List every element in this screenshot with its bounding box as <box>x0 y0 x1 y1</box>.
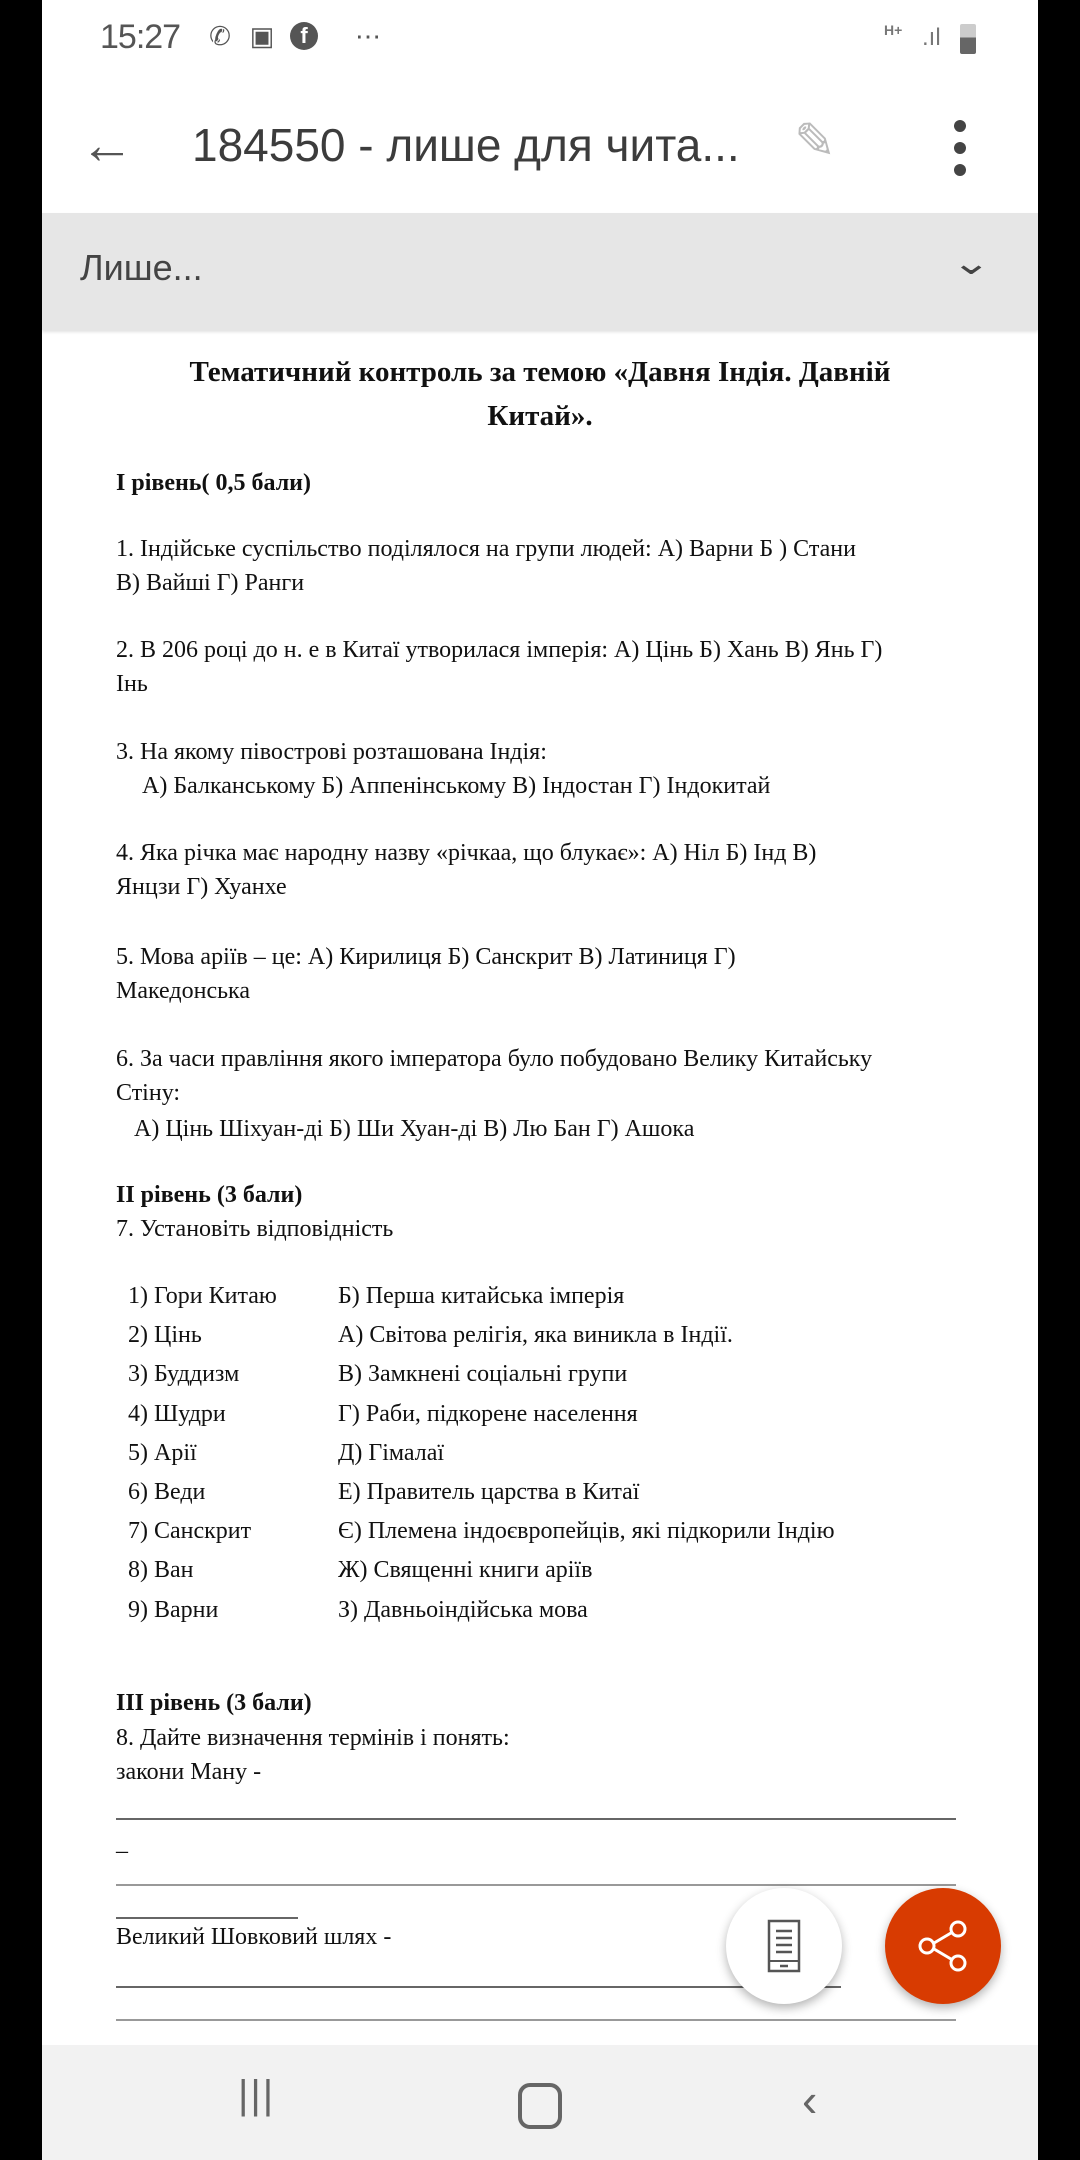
read-only-banner[interactable] <box>42 213 1038 330</box>
term-manu-laws: закони Ману - <box>116 1759 262 1785</box>
viber-icon: ✆ <box>209 21 231 51</box>
level2-heading: ІІ рівень (3 бали) <box>116 1182 303 1208</box>
matching-right-item: Ж) Священні книги аріїв <box>338 1557 593 1584</box>
status-bar <box>42 0 1038 90</box>
signal-icon: .ıl <box>922 24 941 51</box>
matching-left-item: 2) Цінь <box>128 1322 202 1349</box>
matching-right-item: Є) Племена індоєвропейців, які підкорили Індію <box>338 1518 835 1545</box>
q3-line1: 3. На якому півострові розташована Індія: <box>116 739 547 765</box>
matching-left-item: 8) Ван <box>128 1557 194 1584</box>
matching-left-item: 5) Арії <box>128 1439 197 1466</box>
answer-line <box>116 1884 956 1886</box>
banner-label: Лише... <box>80 247 203 288</box>
level3-heading: ІІІ рівень (3 бали) <box>116 1690 312 1716</box>
matching-right-item: Г) Раби, підкорене населення <box>338 1400 638 1427</box>
q6-line1: 6. За часи правління якого імператора було побудовано Велику Китайську <box>116 1046 873 1072</box>
q3-line2: А) Балканському Б) Аппенінському В) Індостан Г) Індокитай <box>142 773 771 799</box>
chevron-down-icon[interactable]: ⌄ <box>951 244 992 282</box>
gallery-icon: ▣ <box>249 21 275 51</box>
back-chevron-icon[interactable]: ‹ <box>802 2074 818 2126</box>
facebook-icon: f <box>290 22 318 50</box>
answer-line <box>116 2019 956 2021</box>
q4-line1: 4. Яка річка має народну назву «річкаа, що блукає»: А) Ніл Б) Інд В) <box>116 840 817 866</box>
q6-line2: Стіну: <box>116 1080 181 1106</box>
q8: 8. Дайте визначення термінів і понять: <box>116 1725 510 1751</box>
doc-title-line2: Китай». <box>487 400 593 432</box>
matching-right-item: Д) Гімалаї <box>338 1439 445 1466</box>
answer-line <box>116 1917 298 1919</box>
status-time: 15:27 <box>100 18 181 56</box>
matching-right-item: А) Світова релігія, яка виникла в Індії. <box>338 1322 733 1349</box>
matching-left-item: 4) Шудри <box>128 1400 226 1427</box>
document-title: 184550 - лише для чита... <box>192 119 740 171</box>
more-vertical-icon[interactable] <box>954 120 968 186</box>
matching-left-item: 1) Гори Китаю <box>128 1283 277 1309</box>
arrow-left-icon[interactable]: ← <box>80 115 134 175</box>
matching-right-item: В) Замкнені соціальні групи <box>338 1361 628 1388</box>
answer-line <box>116 1986 841 1988</box>
level1-heading: І рівень( 0,5 бали) <box>116 470 311 496</box>
system-nav-bar <box>42 2045 1038 2160</box>
share-button[interactable] <box>885 1888 1001 2004</box>
term-silk-road: Великий Шовковий шлях - <box>116 1924 392 1950</box>
doc-title-line1: Тематичний контроль за темою «Давня Індія. Давній <box>189 356 891 388</box>
share-icon <box>915 1918 971 1974</box>
matching-left-item: 9) Варни <box>128 1596 219 1623</box>
matching-right-item: З) Давньоіндійська мова <box>338 1596 588 1623</box>
pencil-icon[interactable]: ✎ <box>794 113 836 169</box>
matching-left-item: 6) Веди <box>128 1479 206 1505</box>
q5-line2: Македонська <box>116 978 250 1004</box>
screen <box>42 0 1038 2160</box>
q2-line2: Інь <box>116 671 148 697</box>
q4-line2: Янцзи Г) Хуанхе <box>116 874 287 900</box>
app-toolbar <box>42 90 1038 213</box>
q1-line1: 1. Індійське суспільство поділялося на групи людей: А) Варни Б ) Стани <box>116 536 856 562</box>
matching-left-item: 3) Буддизм <box>128 1361 240 1388</box>
dash-text: – <box>116 1838 128 1864</box>
q1-line2: В) Вайші Г) Ранги <box>116 570 305 596</box>
q7: 7. Установіть відповідність <box>116 1216 394 1242</box>
home-icon[interactable] <box>518 2083 562 2129</box>
matching-left-item: 7) Санскрит <box>128 1518 252 1545</box>
battery-icon <box>960 24 976 54</box>
matching-right-item: Б) Перша китайська імперія <box>338 1283 625 1309</box>
recent-apps-icon[interactable]: ||| <box>238 2073 276 2117</box>
mobile-view-icon <box>767 1919 801 1973</box>
reading-mode-button[interactable] <box>726 1888 842 2004</box>
q6-line3: А) Цінь Шіхуан-ді Б) Ши Хуан-ді В) Лю Бан Г) Ашока <box>134 1116 695 1142</box>
q5-line1: 5. Мова аріїв – це: А) Кирилиця Б) Санскрит В) Латиниця Г) <box>116 944 736 970</box>
more-notifications-icon: ⋯ <box>355 21 381 51</box>
matching-right-item: Е) Правитель царства в Китаї <box>338 1479 640 1505</box>
network-type: H+ <box>884 22 903 38</box>
q2-line1: 2. В 206 році до н. е в Китаї утворилася імперія: А) Цінь Б) Хань В) Янь Г) <box>116 637 883 663</box>
answer-line <box>116 1818 956 1820</box>
